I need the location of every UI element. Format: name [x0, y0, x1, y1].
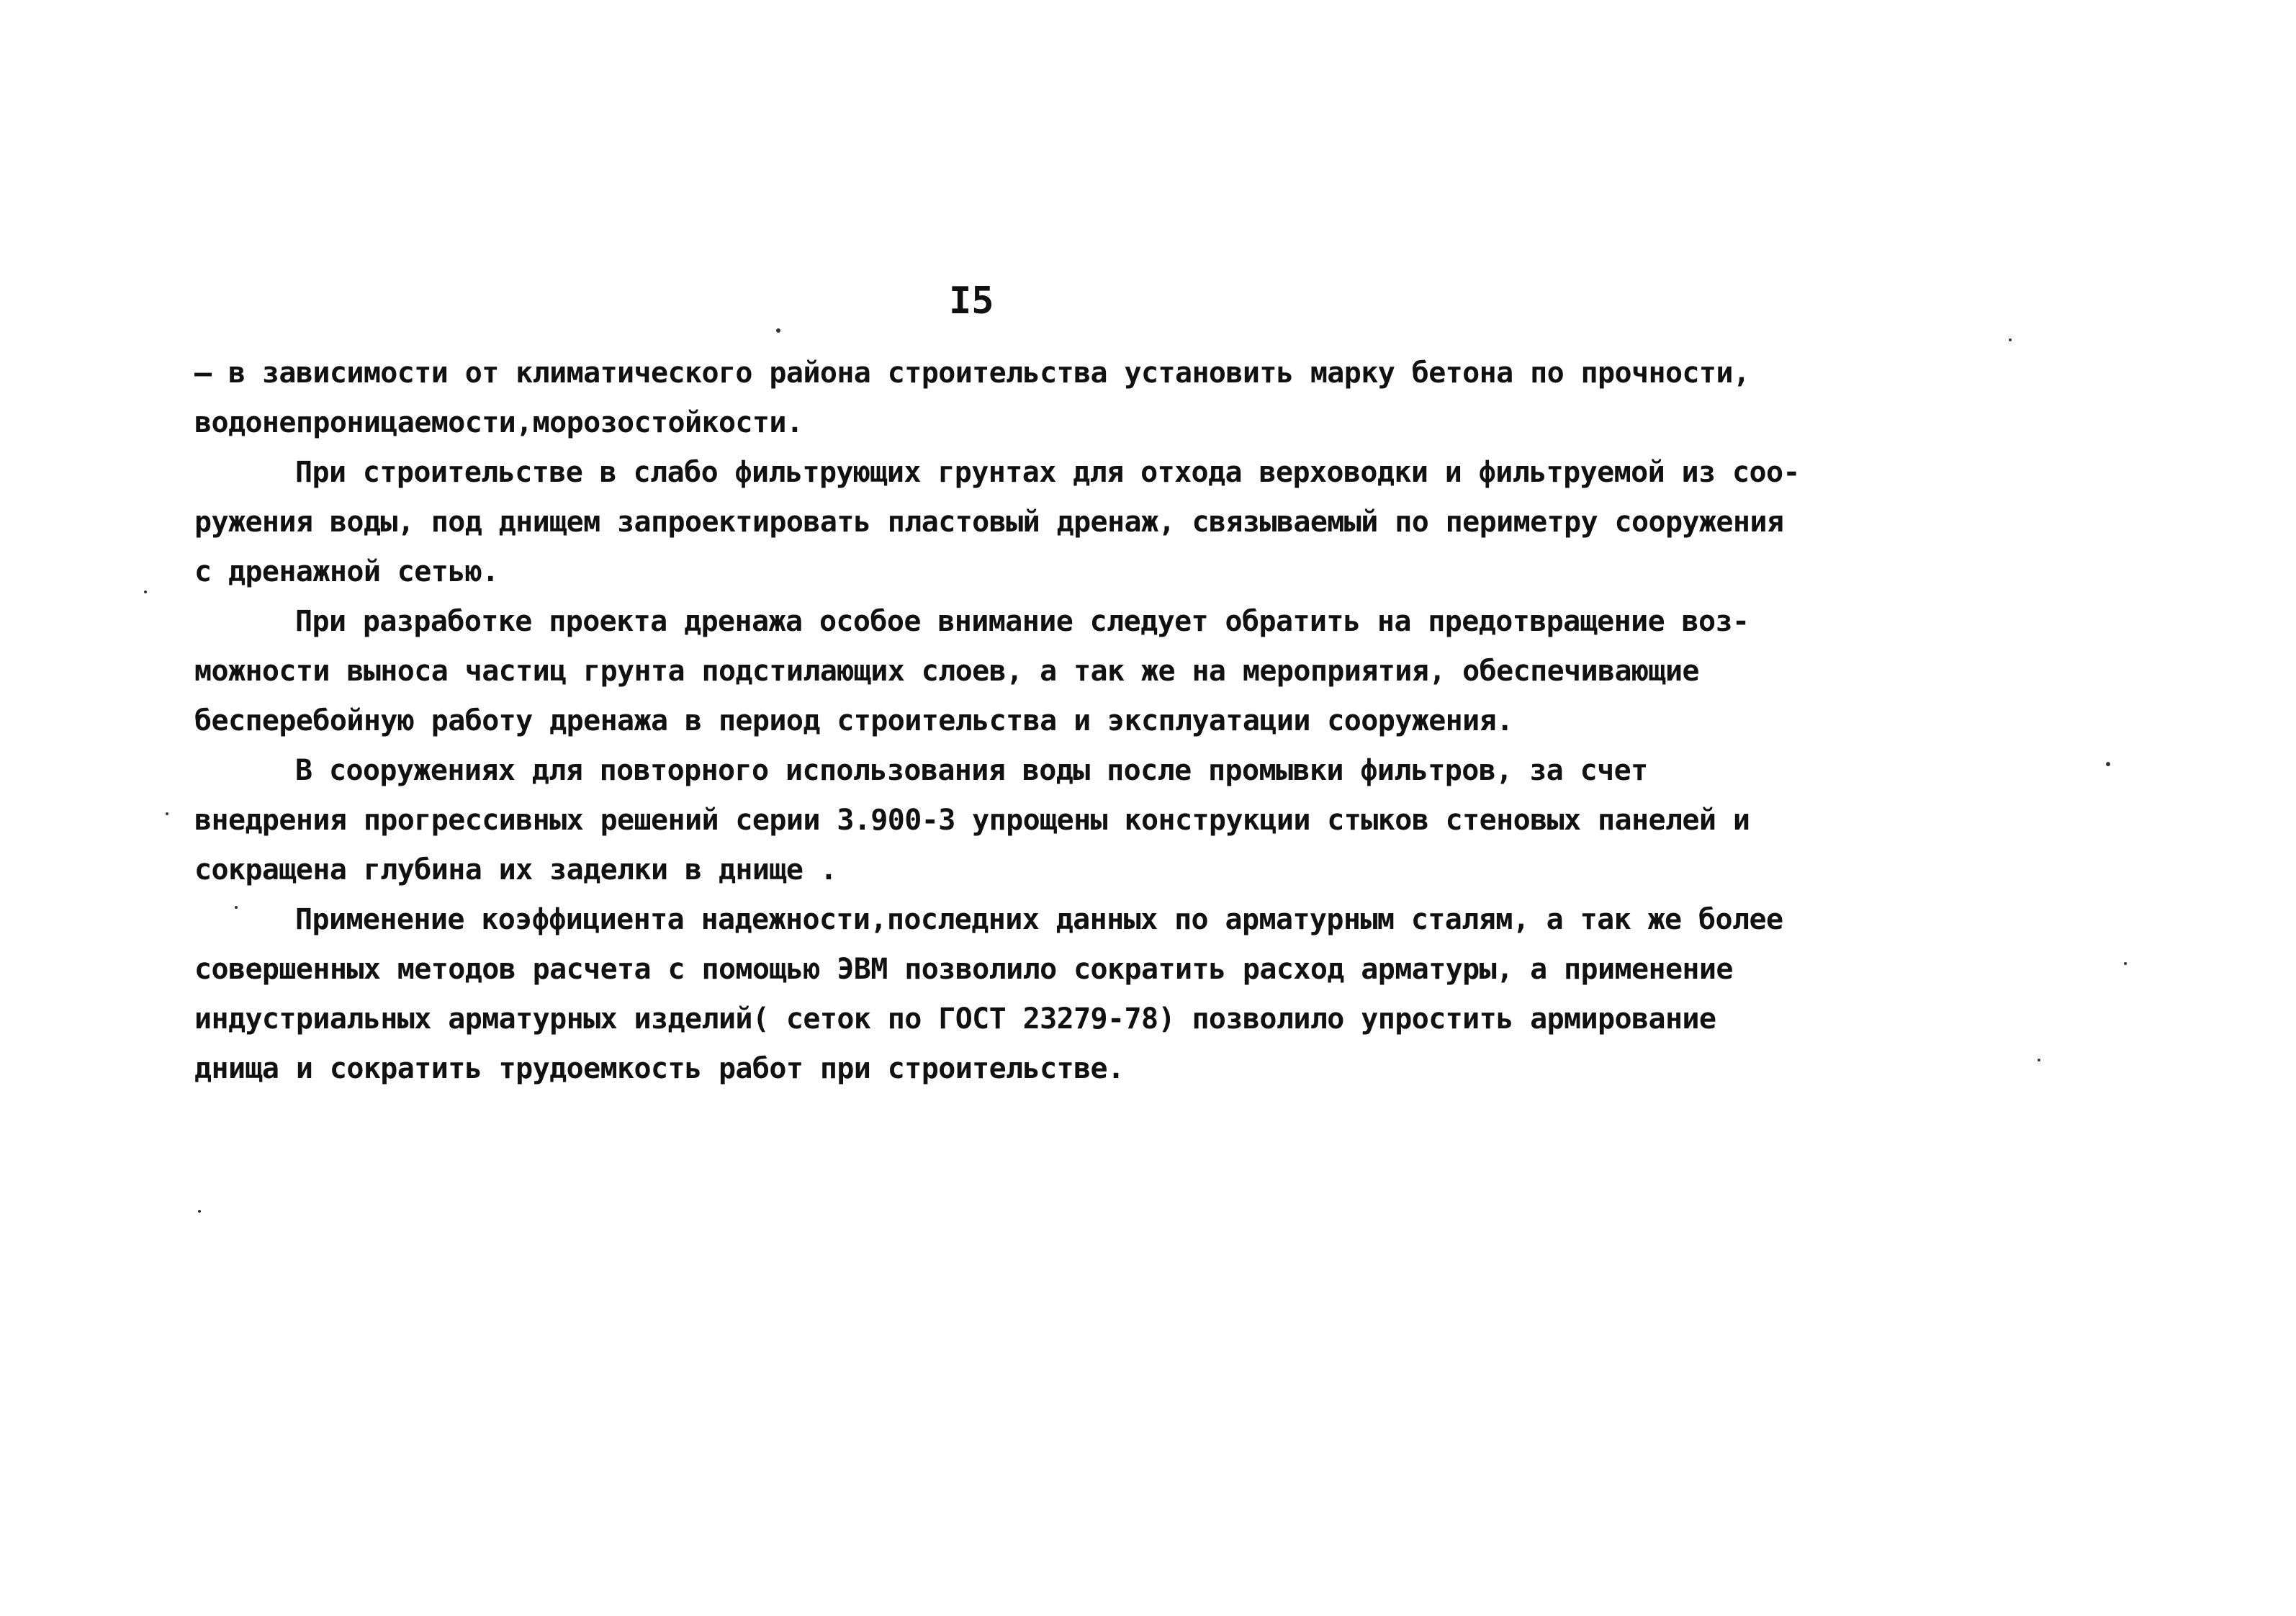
text-line: можности выноса частиц грунта подстилающих слоев, а так же на мероприятия, обеспечивающие: [194, 655, 1699, 688]
text-line: бесперебойную работу дренажа в период строительства и эксплуатации сооружения.: [194, 704, 1513, 737]
text-line: индустриальных арматурных изделий( сеток по ГОСТ 23279-78) позволило упростить армирование: [194, 1002, 1716, 1036]
text-line: сокращена глубина их заделки в днище .: [194, 853, 837, 886]
scan-speck: [776, 328, 780, 333]
scan-speck: [2124, 962, 2127, 965]
text-line: В сооружениях для повторного использования воды после промывки фильтров, за счет: [295, 754, 1648, 787]
text-line: Применение коэффициента надежности,последних данных по арматурным сталям, а так же более: [295, 903, 1783, 936]
scan-speck: [166, 812, 168, 815]
page-number: I5: [949, 279, 994, 323]
scan-speck: [144, 591, 147, 593]
text-line: При разработке проекта дренажа особое внимание следует обратить на предотвращение воз-: [295, 605, 1750, 638]
scan-speck: [2038, 1059, 2040, 1061]
text-line: ружения воды, под днищем запроектировать пластовый дренаж, связываемый по периметру сооружения: [194, 506, 1784, 539]
text-line: водонепроницаемости,морозостойкости.: [194, 406, 803, 439]
scan-speck: [198, 1210, 201, 1213]
scan-speck: [2106, 762, 2110, 766]
text-line: внедрения прогрессивных решений серии 3.900-3 упрощены конструкции стыков стеновых панелей и: [194, 804, 1750, 837]
text-line: днища и сократить трудоемкость работ при строительстве.: [194, 1052, 1125, 1085]
text-line: — в зависимости от климатического района строительства установить марку бетона по прочности,: [194, 356, 1750, 390]
text-line: совершенных методов расчета с помощью ЭВМ позволило сократить расход арматуры, а применение: [194, 953, 1733, 986]
scan-speck: [235, 906, 238, 909]
scan-speck: [2009, 338, 2012, 341]
text-line: с дренажной сетью.: [194, 555, 499, 588]
text-line: При строительстве в слабо фильтрующих грунтах для отхода верховодки и фильтруемой из соо-: [295, 456, 1800, 489]
